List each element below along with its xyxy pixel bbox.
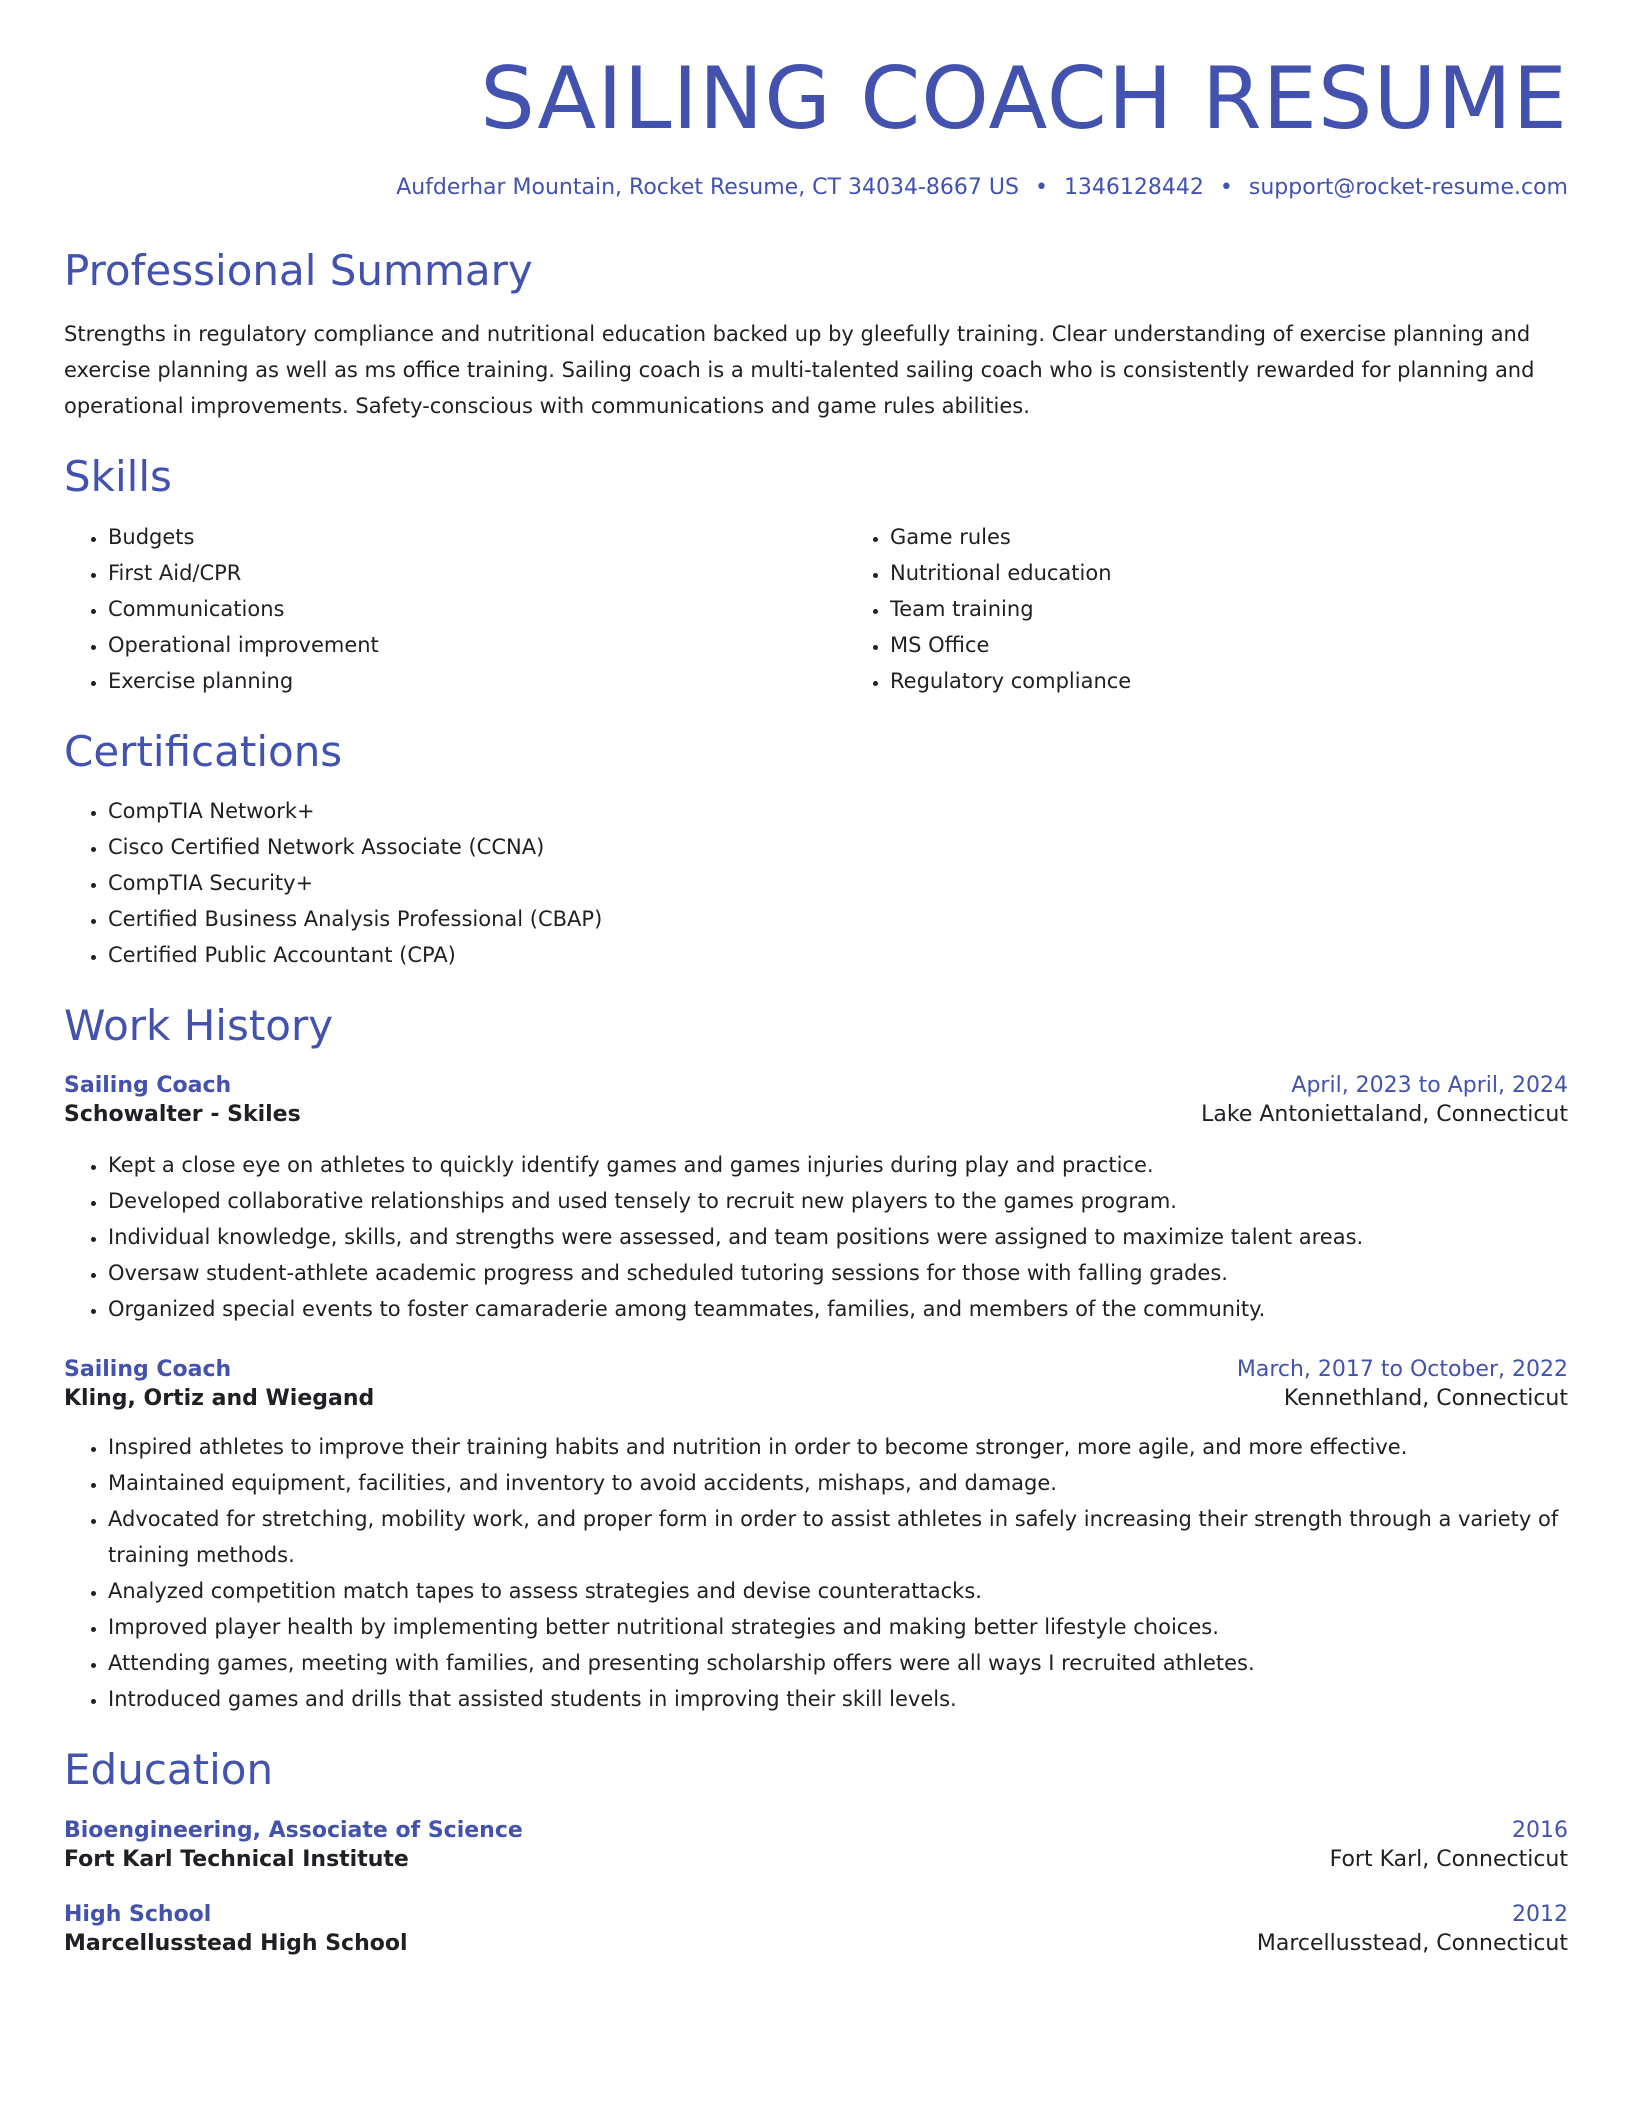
certifications-section [64,727,1568,973]
skills-list-left [64,519,846,699]
job-dates: March, 2017 to October, 2022 [1236,1357,1568,1383]
job-location: Kennethland, Connecticut [1283,1386,1568,1412]
list-item: • Maintained equipment, facilities, and inventory to avoid accidents, mishaps, and damage. [108,1465,1568,1501]
job-company-row [64,1102,1568,1127]
list-item: • Certified Business Analysis Professional (CBAP) [108,901,1568,937]
job-title: Sailing Coach [64,1357,232,1383]
list-item: • MS Office [890,627,1628,663]
resume-header [64,0,1568,200]
list-item: • Oversaw student-athlete academic progress and scheduled tutoring sessions for those with falling grades. [108,1255,1568,1291]
job-header-row [64,1073,1568,1098]
list-item: • CompTIA Network+ [108,793,1568,829]
job-entry [64,1357,1568,1717]
job-company: Schowalter - Skiles [64,1102,301,1128]
job-bullets [64,1429,1568,1717]
list-item: • Kept a close eye on athletes to quickly identify games and games injuries during play and practice. [108,1147,1568,1183]
job-entry [64,1073,1568,1327]
certifications-list [64,793,1568,973]
contact-phone: 1346128442 [1063,174,1204,200]
contact-line [64,175,1568,200]
summary-text: Strengths in regulatory compliance and nutritional education backed up by gleefully training. Clear understanding of exercise planning and exercise planning as well as ms office training. Sailing coach is a multi-talented sailing coach who is consistently rewarded for planning and operational improvements. Safety-conscious with communications and game rules abilities. [64,322,1535,419]
education-school: Fort Karl Technical Institute [64,1846,409,1872]
list-item: • Operational improvement [108,627,846,663]
list-item: • Introduced games and drills that assisted students in improving their skill levels. [108,1681,1568,1717]
list-item: • Budgets [108,519,846,555]
section-heading: Certifications [64,726,343,776]
list-item: • Team training [890,591,1628,627]
education-location: Fort Karl, Connecticut [1329,1846,1568,1872]
list-item: • Certified Public Accountant (CPA) [108,937,1568,973]
list-item: • Individual knowledge, skills, and strengths were assessed, and team positions were assigned to maximize talent areas. [108,1219,1568,1255]
education-degree: High School [64,1901,212,1927]
contact-separator: • [1219,174,1233,200]
skills-grid [64,519,1568,699]
job-company: Kling, Ortiz and Wiegand [64,1386,375,1412]
education-section [64,1745,1568,1955]
education-entry [64,1818,1568,1872]
job-location: Lake Antoniettaland, Connecticut [1201,1102,1568,1128]
skills-section [64,452,1568,698]
section-heading: Education [64,1745,274,1795]
work-history-section [64,1001,1568,1717]
list-item: • Exercise planning [108,663,846,699]
list-item: • Game rules [890,519,1628,555]
education-header-row [64,1902,1568,1927]
resume-title: SAILING COACH RESUME [480,49,1568,149]
education-year: 2016 [1512,1817,1568,1843]
list-item: • CompTIA Security+ [108,865,1568,901]
list-item: • Inspired athletes to improve their training habits and nutrition in order to become stronger, more agile, and more effective. [108,1429,1568,1465]
list-item: • Attending games, meeting with families, and presenting scholarship offers were all ways I recruited athletes. [108,1645,1568,1681]
education-school: Marcellusstead High School [64,1930,408,1956]
list-item: • Regulatory compliance [890,663,1628,699]
education-school-row [64,1847,1568,1872]
list-item: • Analyzed competition match tapes to assess strategies and devise counterattacks. [108,1573,1568,1609]
list-item: • Cisco Certified Network Associate (CCNA) [108,829,1568,865]
job-dates: April, 2023 to April, 2024 [1291,1073,1568,1099]
education-location: Marcellusstead, Connecticut [1256,1930,1568,1956]
education-school-row [64,1931,1568,1956]
list-item: • Advocated for stretching, mobility work, and proper form in order to assist athletes in safely increasing their strength through a variety of training methods. [108,1501,1568,1573]
list-item: • Organized special events to foster camaraderie among teammates, families, and members of the community. [108,1291,1568,1327]
contact-email[interactable]: support@rocket-resume.com [1248,174,1568,200]
list-item: • Improved player health by implementing better nutritional strategies and making better lifestyle choices. [108,1609,1568,1645]
education-year: 2012 [1512,1901,1568,1927]
contact-separator: • [1034,174,1048,200]
job-header-row [64,1357,1568,1382]
section-heading: Work History [64,1001,334,1051]
education-degree: Bioengineering, Associate of Science [64,1817,523,1843]
list-item: • Developed collaborative relationships and used tensely to recruit new players to the games program. [108,1183,1568,1219]
education-entry [64,1902,1568,1956]
list-item: • Communications [108,591,846,627]
list-item: • First Aid/CPR [108,555,846,591]
section-heading: Skills [64,452,172,502]
section-heading: Professional Summary [64,245,533,295]
job-bullets [64,1147,1568,1327]
contact-address: Aufderhar Mountain, Rocket Resume, CT 34034-8667 US [396,174,1019,200]
list-item: • Nutritional education [890,555,1628,591]
skills-list-right [846,519,1628,699]
job-title: Sailing Coach [64,1073,232,1099]
summary-section [64,246,1568,424]
education-header-row [64,1818,1568,1843]
job-company-row [64,1386,1568,1411]
